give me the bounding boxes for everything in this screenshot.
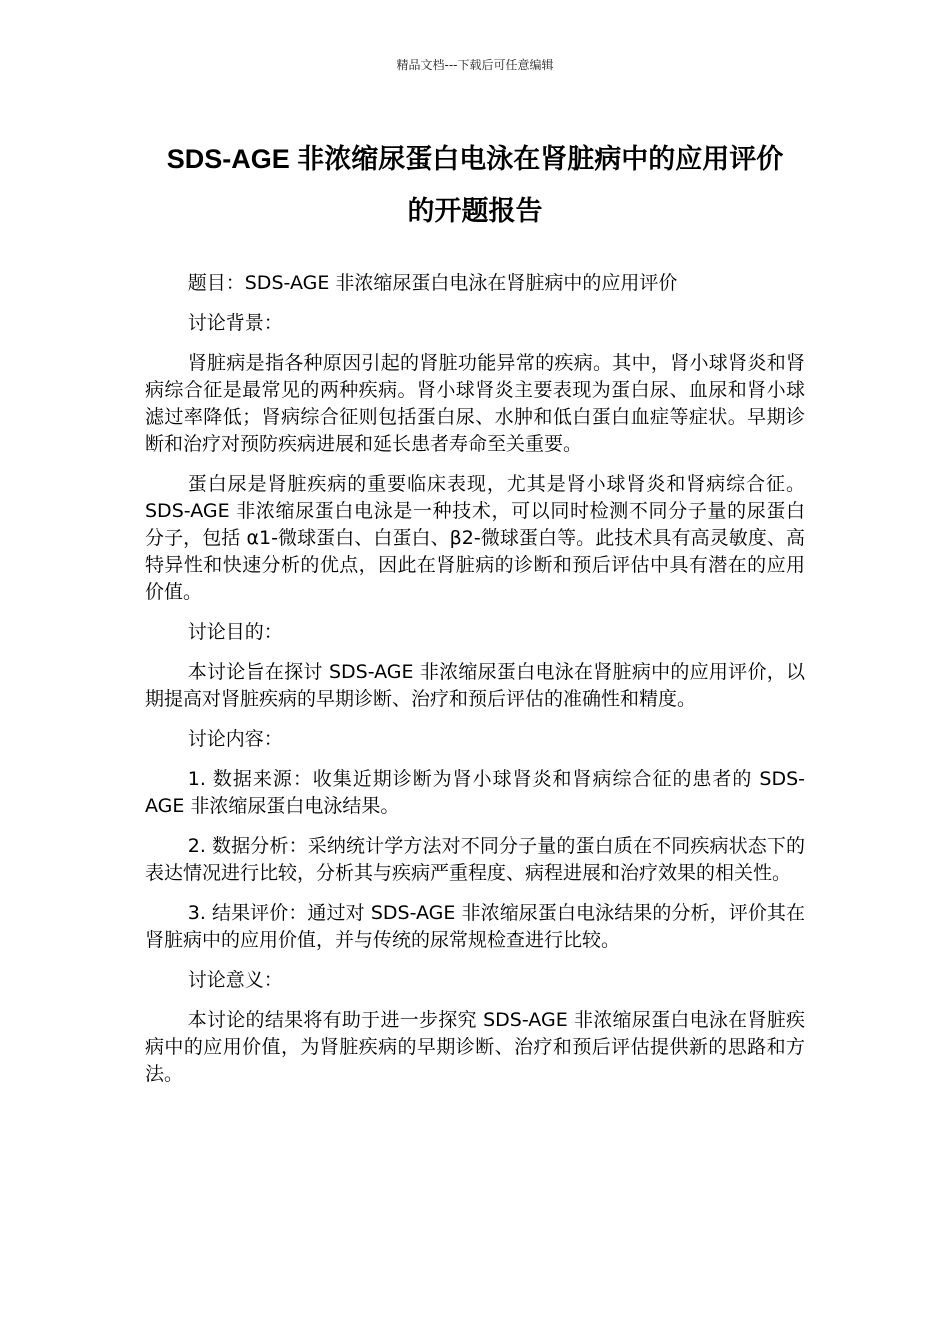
significance-paragraph: 本讨论的结果将有助于进一步探究 SDS-AGE 非浓缩尿蛋白电泳在肾脏疾病中的应用价值，为肾脏疾病的早期诊断、治疗和预后评估提供新的思路和方法。 xyxy=(145,1009,805,1085)
content-item-3: 3. 结果评价：通过对 SDS-AGE 非浓缩尿蛋白电泳结果的分析，评价其在肾脏病中的应用价值，并与传统的尿常规检查进行比较。 xyxy=(145,902,805,951)
content-item-1: 1. 数据来源：收集近期诊断为肾小球肾炎和肾病综合征的患者的 SDS-AGE 非浓缩尿蛋白电泳结果。 xyxy=(145,768,805,817)
title-line-2: 的开题报告 xyxy=(407,196,543,226)
topic-line: 题目：SDS-AGE 非浓缩尿蛋白电泳在肾脏病中的应用评价 xyxy=(187,272,678,294)
background-paragraph-1: 肾脏病是指各种原因引起的肾脏功能异常的疾病。其中，肾小球肾炎和肾病综合征是最常见的两种疾病。肾小球肾炎主要表现为蛋白尿、血尿和肾小球滤过率降低；肾病综合征则包括蛋白尿、水肿和低白蛋白血症等症状。早期诊断和治疗对预防疾病进展和延长患者寿命至关重要。 xyxy=(145,352,805,455)
section-heading-purpose: 讨论目的： xyxy=(187,621,283,643)
section-heading-significance: 讨论意义： xyxy=(187,969,283,991)
title-line-1: SDS-AGE 非浓缩尿蛋白电泳在肾脏病中的应用评价 xyxy=(166,144,784,174)
background-paragraph-2: 蛋白尿是肾脏疾病的重要临床表现，尤其是肾小球肾炎和肾病综合征。SDS-AGE 非浓缩尿蛋白电泳是一种技术，可以同时检测不同分子量的尿蛋白分子，包括 α1-微球蛋白、白蛋白、β2-微球蛋白等。此技术具有高灵敏度、高特异性和快速分析的优点，因此在肾脏病的诊断和预后评估中具有潜在的应用价值。 xyxy=(145,473,805,603)
document-title xyxy=(145,133,805,237)
page-header: 精品文档---下载后可任意编辑 xyxy=(396,58,554,72)
purpose-paragraph: 本讨论旨在探讨 SDS-AGE 非浓缩尿蛋白电泳在肾脏病中的应用评价，以期提高对肾脏疾病的早期诊断、治疗和预后评估的准确性和精度。 xyxy=(145,661,805,710)
section-heading-content: 讨论内容： xyxy=(187,728,283,750)
section-heading-background: 讨论背景： xyxy=(187,312,283,334)
document-body xyxy=(145,270,805,1101)
content-item-2: 2. 数据分析：采纳统计学方法对不同分子量的蛋白质在不同疾病状态下的表达情况进行比较，分析其与疾病严重程度、病程进展和治疗效果的相关性。 xyxy=(145,835,805,884)
